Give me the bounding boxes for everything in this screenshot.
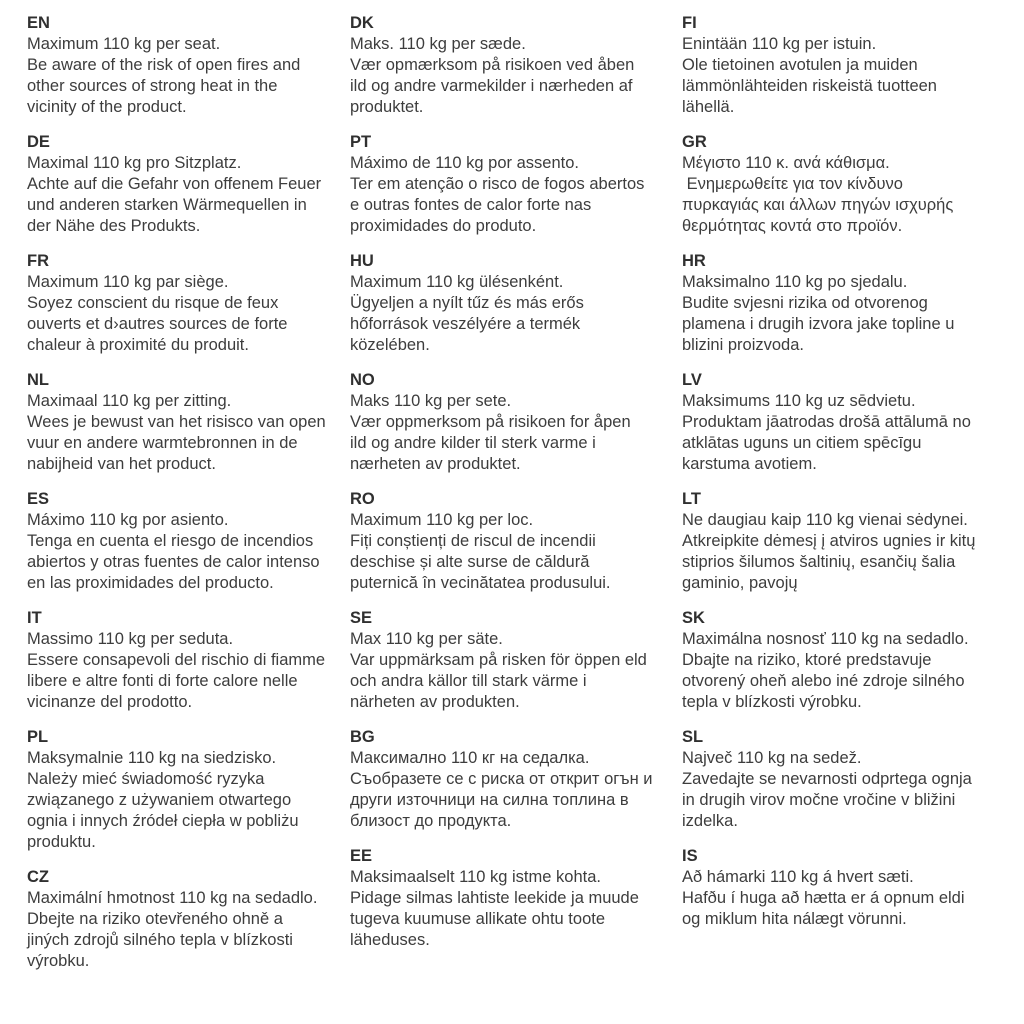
lang-block-gr bbox=[682, 132, 1024, 237]
lang-code-hu: HU bbox=[350, 252, 374, 270]
lang-text-line: otvorený oheň alebo iné zdroje silného bbox=[682, 672, 965, 690]
lang-text-line: produktet. bbox=[350, 98, 424, 116]
lang-text-line: Essere consapevoli del rischio di fiamme bbox=[27, 651, 326, 669]
lang-code-en: EN bbox=[27, 14, 50, 32]
lang-text-line: vicinity of the product. bbox=[27, 98, 187, 116]
lang-text-line: Dbajte na riziko, ktoré predstavuje bbox=[682, 651, 932, 669]
lang-text-line: związanego z używaniem otwartego bbox=[27, 791, 292, 809]
lang-text-line: Fiți conștienți de riscul de incendii bbox=[350, 532, 596, 550]
lang-text-line: Maximální hmotnost 110 kg na sedadlo. bbox=[27, 889, 318, 907]
lang-block-pt bbox=[350, 132, 682, 237]
lang-text-line: Produktam jāatrodas drošā attālumā no bbox=[682, 413, 971, 431]
lang-text-line: Μέγιστο 110 κ. ανά κάθισμα. bbox=[682, 154, 890, 172]
lang-code-nl: NL bbox=[27, 371, 49, 389]
lang-text-line: blizini proizvoda. bbox=[682, 336, 804, 354]
lang-code-bg: BG bbox=[350, 728, 375, 746]
lang-block-lv bbox=[682, 370, 1024, 475]
lang-text-line: Maksimums 110 kg uz sēdvietu. bbox=[682, 392, 916, 410]
lang-text-line: Maximum 110 kg par siège. bbox=[27, 273, 229, 291]
lang-text-line: stiprios šilumos šaltinių, esančių šalia bbox=[682, 553, 956, 571]
lang-block-no bbox=[350, 370, 682, 475]
lang-text-line: Należy mieć świadomość ryzyka bbox=[27, 770, 265, 788]
lang-text-line: jiných zdrojů silného tepla v blízkosti bbox=[27, 931, 293, 949]
lang-block-bg bbox=[350, 727, 682, 832]
lang-block-nl bbox=[27, 370, 350, 475]
lang-text-line: nærheten av produktet. bbox=[350, 455, 521, 473]
lang-text-line: ognia i innych źródeł ciepła w pobliżu bbox=[27, 812, 299, 830]
lang-text-line: en las proximidades del producto. bbox=[27, 574, 274, 592]
lang-code-it: IT bbox=[27, 609, 42, 627]
lang-code-ee: EE bbox=[350, 847, 373, 865]
lang-block-hu bbox=[350, 251, 682, 356]
lang-code-ro: RO bbox=[350, 490, 375, 508]
lang-block-se bbox=[350, 608, 682, 713]
lang-text-line: Maximaal 110 kg per zitting. bbox=[27, 392, 232, 410]
lang-text-line: atklātas uguns un citiem spēcīgu bbox=[682, 434, 922, 452]
lang-text-line: Maximum 110 kg per seat. bbox=[27, 35, 221, 53]
lang-text-line: läheduses. bbox=[350, 931, 430, 949]
lang-text-line: Maximum 110 kg per loc. bbox=[350, 511, 534, 529]
lang-text-line: Maksimalno 110 kg po sjedalu. bbox=[682, 273, 908, 291]
lang-text-line: puternică în vecinătatea produsului. bbox=[350, 574, 611, 592]
lang-text-line: Največ 110 kg na sedež. bbox=[682, 749, 862, 767]
lang-block-ro bbox=[350, 489, 682, 594]
lang-text-line: Maks 110 kg per sete. bbox=[350, 392, 512, 410]
lang-code-pt: PT bbox=[350, 133, 372, 151]
lang-text-line: Maximum 110 kg ülésenként. bbox=[350, 273, 564, 291]
lang-text-line: Ενημερωθείτε για τον κίνδυνο bbox=[682, 175, 903, 193]
lang-text-line: und anderen starken Wärmequellen in bbox=[27, 196, 307, 214]
lang-text-line: други източници на силна топлина в bbox=[350, 791, 629, 809]
column-3 bbox=[682, 13, 1024, 986]
lang-text-line: närheten av produkten. bbox=[350, 693, 520, 711]
lang-block-sl bbox=[682, 727, 1024, 832]
lang-code-es: ES bbox=[27, 490, 50, 508]
lang-text-line: Ne daugiau kaip 110 kg vienai sėdynei. bbox=[682, 511, 968, 529]
lang-code-hr: HR bbox=[682, 252, 706, 270]
lang-text-line: produktu. bbox=[27, 833, 96, 851]
lang-block-is bbox=[682, 846, 1024, 930]
lang-text-line: θερμότητας κοντά στο προϊόν. bbox=[682, 217, 903, 235]
lang-text-line: Zavedajte se nevarnosti odprtega ognja bbox=[682, 770, 972, 788]
lang-text-line: Be aware of the risk of open fires and bbox=[27, 56, 301, 74]
lang-text-line: Budite svjesni rizika od otvorenog bbox=[682, 294, 928, 312]
lang-text-line: gaminio, pavojų bbox=[682, 574, 798, 592]
lang-text-line: Maks. 110 kg per sæde. bbox=[350, 35, 526, 53]
lang-block-cz bbox=[27, 867, 350, 972]
lang-text-line: πυρκαγιάς και άλλων πηγών ισχυρής bbox=[682, 196, 954, 214]
lang-text-line: Dbejte na riziko otevřeného ohně a bbox=[27, 910, 283, 928]
lang-block-pl bbox=[27, 727, 350, 853]
lang-text-line: nabijheid van het product. bbox=[27, 455, 216, 473]
lang-block-it bbox=[27, 608, 350, 713]
lang-text-line: libere e altre fonti di forte calore nelle bbox=[27, 672, 298, 690]
lang-code-se: SE bbox=[350, 609, 373, 627]
lang-code-no: NO bbox=[350, 371, 375, 389]
lang-text-line: ild og andre varmekilder i nærheden af bbox=[350, 77, 633, 95]
lang-text-line: Enintään 110 kg per istuin. bbox=[682, 35, 877, 53]
lang-block-fi bbox=[682, 13, 1024, 118]
lang-text-line: Vær opmærksom på risikoen ved åben bbox=[350, 56, 635, 74]
lang-code-sl: SL bbox=[682, 728, 704, 746]
lang-text-line: deschise și alte surse de căldură bbox=[350, 553, 590, 571]
lang-text-line: Maksimaalselt 110 kg istme kohta. bbox=[350, 868, 601, 886]
lang-text-line: hőforrások veszélyére a termék bbox=[350, 315, 581, 333]
lang-code-lv: LV bbox=[682, 371, 702, 389]
lang-text-line: karstuma avotiem. bbox=[682, 455, 817, 473]
lang-text-line: Съобразете се с риска от открит огън и bbox=[350, 770, 653, 788]
column-1 bbox=[27, 13, 350, 986]
lang-block-es bbox=[27, 489, 350, 594]
lang-code-dk: DK bbox=[350, 14, 374, 32]
lang-text-line: vuur en andere warmtebronnen in de bbox=[27, 434, 298, 452]
lang-text-line: abiertos y otras fuentes de calor intenso bbox=[27, 553, 320, 571]
lang-text-line: Atkreipkite dėmesį į atviros ugnies ir kitų bbox=[682, 532, 976, 550]
lang-text-line: Vær oppmerksom på risikoen for åpen bbox=[350, 413, 631, 431]
lang-text-line: Maximálna nosnosť 110 kg na sedadlo. bbox=[682, 630, 969, 648]
lang-text-line: близост до продукта. bbox=[350, 812, 512, 830]
lang-text-line: ouverts et d›autres sources de forte bbox=[27, 315, 288, 333]
lang-text-line: chaleur à proximité du produit. bbox=[27, 336, 249, 354]
lang-code-is: IS bbox=[682, 847, 698, 865]
lang-text-line: Max 110 kg per säte. bbox=[350, 630, 503, 648]
lang-text-line: tugeva kuumuse allikate ohtu toote bbox=[350, 910, 606, 928]
lang-text-line: other sources of strong heat in the bbox=[27, 77, 278, 95]
lang-block-ee bbox=[350, 846, 682, 951]
lang-text-line: közelében. bbox=[350, 336, 430, 354]
lang-text-line: Wees je bewust van het risisco van open bbox=[27, 413, 326, 431]
lang-text-line: Að hámarki 110 kg á hvert sæti. bbox=[682, 868, 914, 886]
column-2 bbox=[350, 13, 682, 986]
lang-text-line: Maximal 110 kg pro Sitzplatz. bbox=[27, 154, 242, 172]
lang-text-line: der Nähe des Produkts. bbox=[27, 217, 201, 235]
lang-code-cz: CZ bbox=[27, 868, 49, 886]
lang-text-line: Tenga en cuenta el riesgo de incendios bbox=[27, 532, 314, 550]
lang-text-line: Var uppmärksam på risken för öppen eld bbox=[350, 651, 647, 669]
lang-text-line: tepla v blízkosti výrobku. bbox=[682, 693, 862, 711]
lang-text-line: Máximo de 110 kg por assento. bbox=[350, 154, 579, 172]
lang-text-line: Máximo 110 kg por asiento. bbox=[27, 511, 229, 529]
lang-text-line: Soyez conscient du risque de feux bbox=[27, 294, 279, 312]
lang-block-dk bbox=[350, 13, 682, 118]
lang-block-lt bbox=[682, 489, 1024, 594]
lang-block-hr bbox=[682, 251, 1024, 356]
lang-text-line: Massimo 110 kg per seduta. bbox=[27, 630, 234, 648]
lang-text-line: Maksymalnie 110 kg na siedzisko. bbox=[27, 749, 277, 767]
lang-text-line: Hafðu í huga að hætta er á opnum eldi bbox=[682, 889, 965, 907]
lang-code-lt: LT bbox=[682, 490, 701, 508]
lang-text-line: ild og andre kilder til sterk varme i bbox=[350, 434, 596, 452]
lang-text-line: izdelka. bbox=[682, 812, 738, 830]
lang-text-line: och andra källor till stark värme i bbox=[350, 672, 587, 690]
lang-text-line: Pidage silmas lahtiste leekide ja muude bbox=[350, 889, 639, 907]
lang-text-line: lähellä. bbox=[682, 98, 735, 116]
lang-text-line: Максимално 110 кг на седалка. bbox=[350, 749, 590, 767]
lang-code-de: DE bbox=[27, 133, 50, 151]
lang-text-line: plamena i drugih izvora jake topline u bbox=[682, 315, 955, 333]
lang-code-gr: GR bbox=[682, 133, 707, 151]
lang-block-sk bbox=[682, 608, 1024, 713]
lang-code-fi: FI bbox=[682, 14, 697, 32]
lang-code-fr: FR bbox=[27, 252, 49, 270]
lang-text-line: výrobku. bbox=[27, 952, 90, 970]
lang-text-line: og miklum hita nálægt vörunni. bbox=[682, 910, 907, 928]
lang-code-pl: PL bbox=[27, 728, 49, 746]
lang-text-line: vicinanze del prodotto. bbox=[27, 693, 193, 711]
lang-text-line: in drugih virov močne vročine v bližini bbox=[682, 791, 956, 809]
lang-text-line: Ter em atenção o risco de fogos abertos bbox=[350, 175, 645, 193]
lang-code-sk: SK bbox=[682, 609, 705, 627]
lang-block-en bbox=[27, 13, 350, 118]
lang-text-line: lämmönlähteiden riskeistä tuotteen bbox=[682, 77, 937, 95]
lang-block-de bbox=[27, 132, 350, 237]
lang-text-line: proximidades do produto. bbox=[350, 217, 537, 235]
lang-block-fr bbox=[27, 251, 350, 356]
lang-text-line: Ole tietoinen avotulen ja muiden bbox=[682, 56, 918, 74]
lang-text-line: Achte auf die Gefahr von offenem Feuer bbox=[27, 175, 322, 193]
lang-text-line: e outras fontes de calor forte nas bbox=[350, 196, 592, 214]
lang-text-line: Ügyeljen a nyílt tűz és más erős bbox=[350, 294, 584, 312]
